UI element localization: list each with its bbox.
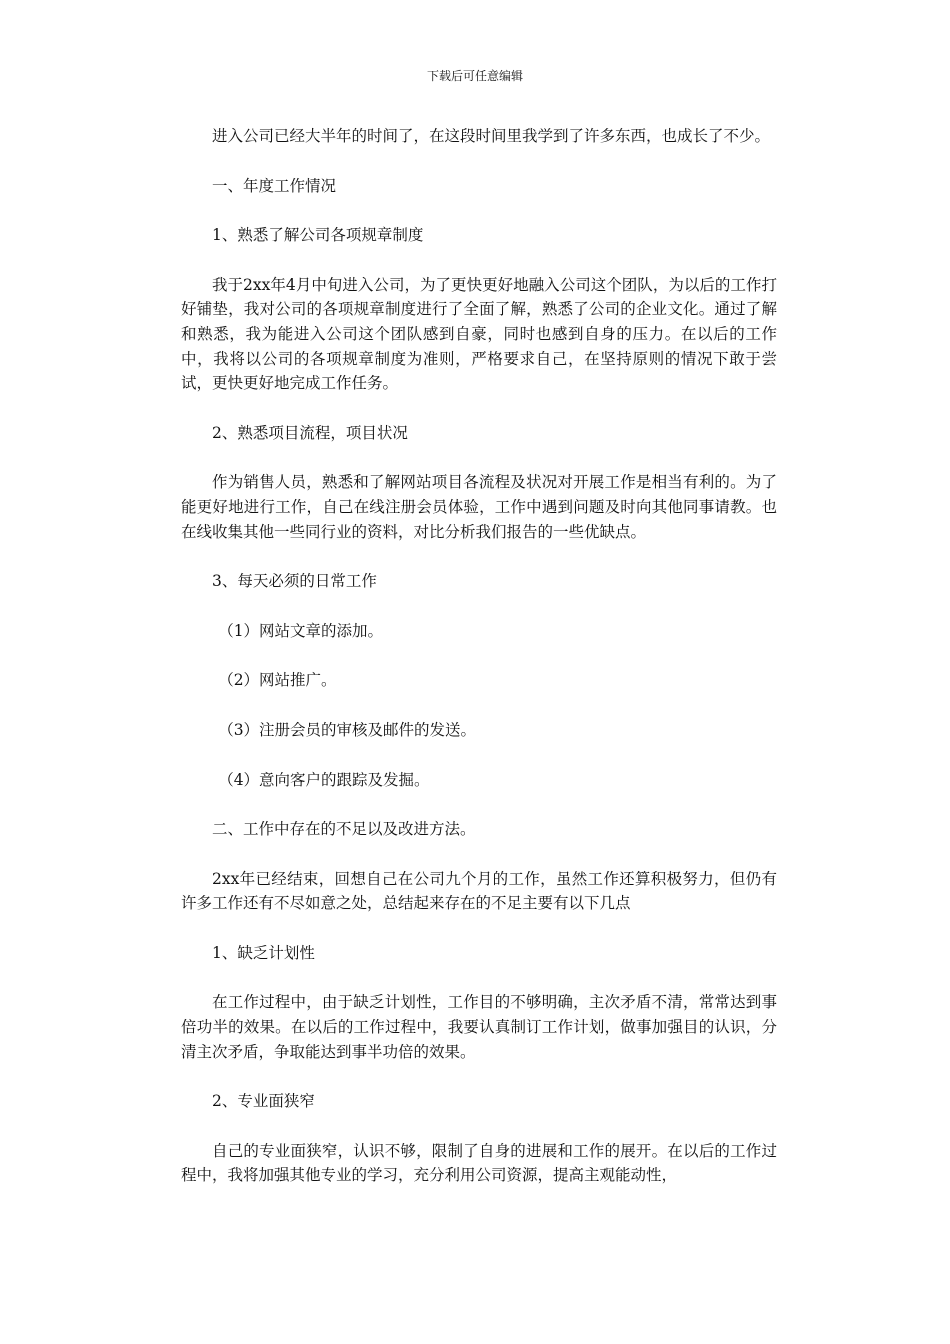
list-item-client-followup: （4）意向客户的跟踪及发掘。 [218,770,430,789]
subheading-daily-work: 3、每天必须的日常工作 [212,572,377,591]
section-heading-shortcomings: 二、工作中存在的不足以及改进方法。 [212,820,476,839]
list-item-member-review: （3）注册会员的审核及邮件的发送。 [218,720,477,739]
section-heading-annual-work: 一、年度工作情况 [212,176,337,195]
paragraph-company-rules: 我于2xx年4月中旬进入公司，为了更快更好地融入公司这个团队，为以后的工作打好铺垫，我对公司的各项规章制度进行了全面了解，熟悉了公司的企业文化。通过了解和熟悉，我为能进入公司这个团队感到自豪，同时也感到自身的压力。在以后的工作中，我将以公司的各项规章制度为准则，严格要求自己，在坚持原则的情况下敢于尝试，更快更好地完成工作任务。 [181,275,777,393]
list-item-website-articles: （1）网站文章的添加。 [218,621,384,640]
list-item-website-promotion: （2）网站推广。 [218,671,337,690]
subheading-company-rules: 1、熟悉了解公司各项规章制度 [212,226,424,245]
subheading-lack-of-planning: 1、缺乏计划性 [212,943,315,962]
page-header: 下载后可任意编辑 [426,69,523,83]
document-body [181,124,777,1188]
paragraph-year-review: 2xx年已经结束，回想自己在公司九个月的工作，虽然工作还算积极努力，但仍有许多工作还有不尽如意之处，总结起来存在的不足主要有以下几点 [181,869,777,913]
paragraph-project-process: 作为销售人员，熟悉和了解网站项目各流程及状况对开展工作是相当有利的。为了能更好地进行工作，自己在线注册会员体验，工作中遇到问题及时向其他同事请教。也在线收集其他一些同行业的资料，对比分析我们报告的一些优缺点。 [181,473,777,541]
subheading-narrow-expertise: 2、专业面狭窄 [212,1092,315,1111]
paragraph-intro: 进入公司已经大半年的时间了，在这段时间里我学到了许多东西，也成长了不少。 [212,127,771,145]
paragraph-lack-of-planning: 在工作过程中，由于缺乏计划性，工作目的不够明确，主次矛盾不清，常常达到事倍功半的效果。在以后的工作过程中，我要认真制订工作计划，做事加强目的认识，分清主次矛盾，争取能达到事半功倍的效果。 [181,993,777,1061]
paragraph-narrow-expertise: 自己的专业面狭窄，认识不够，限制了自身的进展和工作的展开。在以后的工作过程中，我将加强其他专业的学习，充分利用公司资源，提高主观能动性， [181,1141,777,1185]
subheading-project-process: 2、熟悉项目流程，项目状况 [212,423,408,442]
